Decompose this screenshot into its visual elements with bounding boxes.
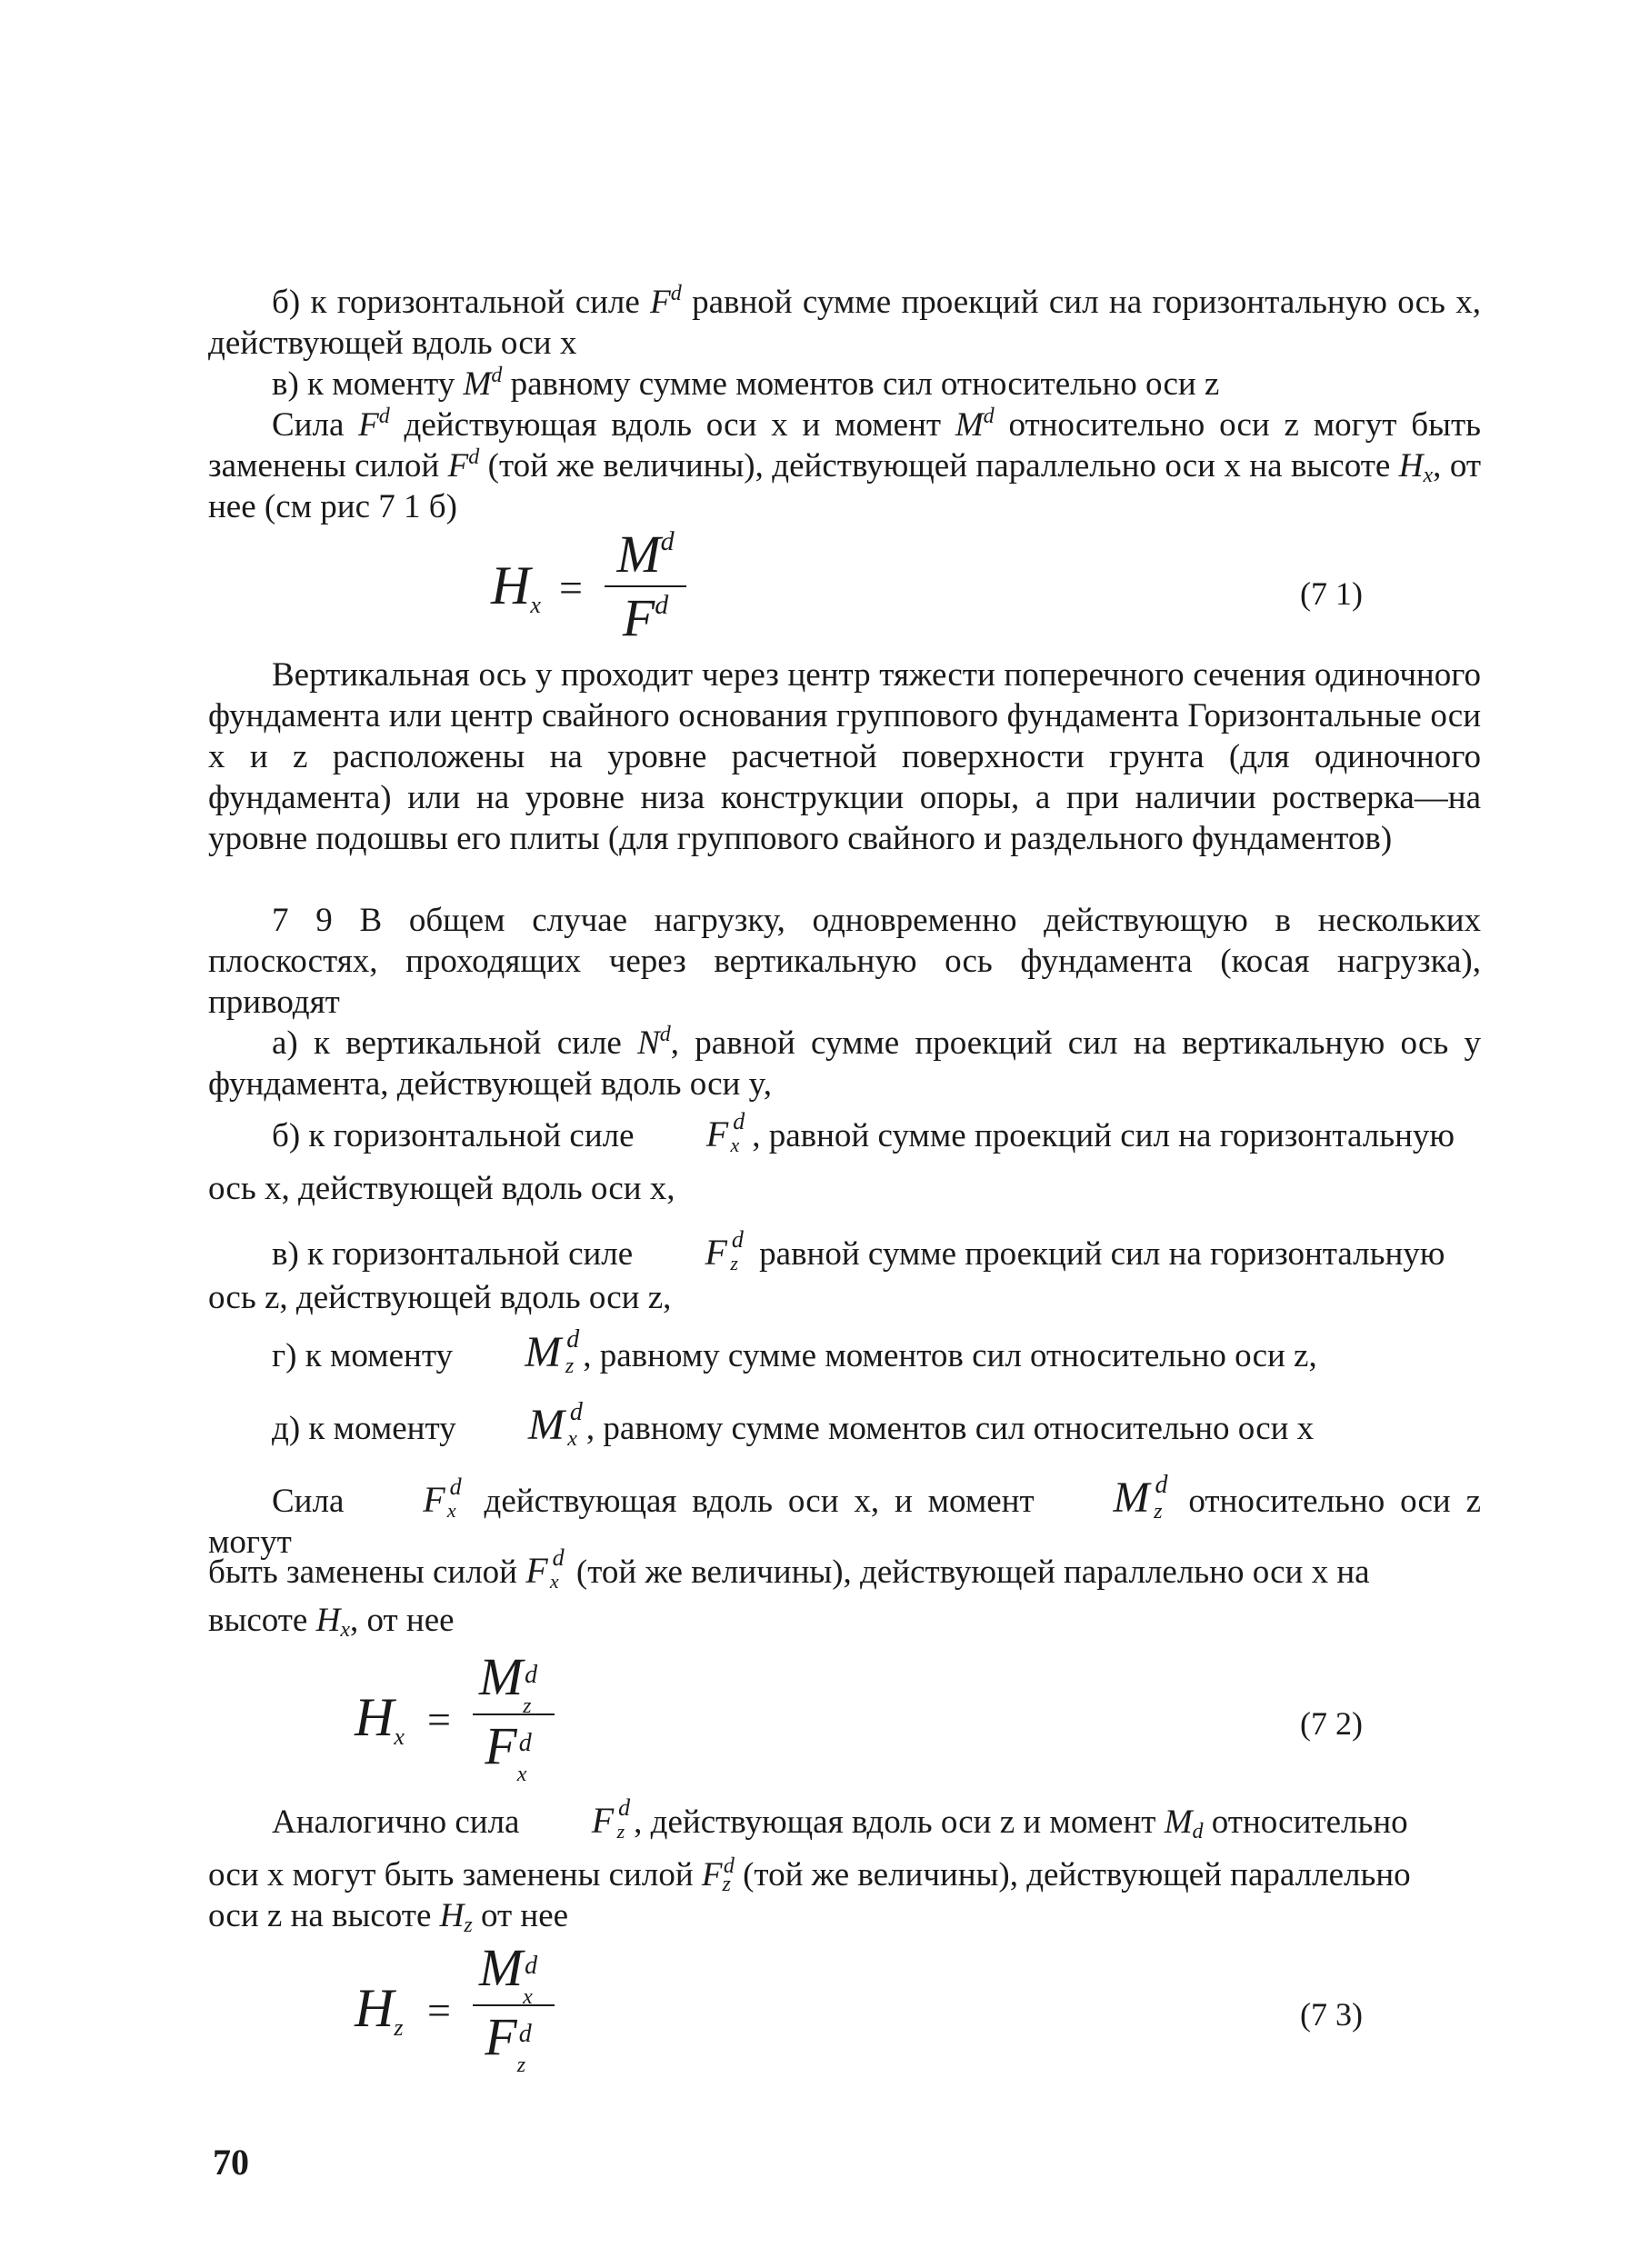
fraction	[473, 1938, 555, 2078]
fraction-denominator: $F^d$	[622, 588, 669, 647]
equation-7-1	[0, 527, 1650, 654]
symbol-Mz: M d z	[525, 1325, 580, 1378]
paragraph-force-replacement: Сила $F^d$ действующая вдоль оси x и момент $M^d$ относительно оси z могут быть заменены силой $F^d$ (той же величины), действующей параллельно оси x на высоте $H_x$, от нее (см рис 7 1 б)	[208, 405, 1481, 525]
equation-number: (7 2)	[1300, 1705, 1363, 1742]
fraction-numerator: M d z	[478, 1647, 538, 1718]
fraction-bar	[473, 2004, 555, 2006]
equation-7-3	[0, 1938, 1650, 2078]
fraction-denominator: F d x	[485, 1715, 532, 1787]
fraction-numerator: M d x	[478, 1938, 538, 2009]
paragraph-force-z-line2: оси x могут быть заменены силой $F_z^d$ (той же величины), действующей параллельно	[208, 1854, 1411, 1896]
paragraph-b-horizontal-force-x: б) к горизонтальной силе F d x , равной сумме проекций сил на горизонтальную	[272, 1108, 1455, 1156]
symbol-Fx: F d x	[705, 1108, 745, 1156]
equation-lhs: $H_x$	[355, 1687, 405, 1750]
fraction-bar	[473, 1713, 555, 1715]
paragraph-force-x-line2: быть заменены силой F d x (той же величины), действующей параллельно оси x на	[208, 1544, 1370, 1593]
equation-lhs: $H_x$	[491, 555, 541, 618]
equation-number: (7 1)	[1300, 575, 1363, 612]
fraction-denominator: F d z	[485, 2006, 532, 2078]
equals-sign: =	[427, 1987, 451, 2033]
equation-lhs: $H_z$	[355, 1978, 404, 2041]
symbol-Fz: F d z	[591, 1794, 631, 1843]
paragraph-b-horizontal-force: б) к горизонтальной силе $F^d$ равной сумме проекций сил на горизонтальную ось x, действующей вдоль оси x	[208, 282, 1482, 362]
equation-7-2	[0, 1647, 1650, 1787]
fraction	[473, 1647, 555, 1787]
symbol-Fx: F d x	[525, 1544, 565, 1593]
equals-sign: =	[427, 1696, 451, 1743]
page-number: 70	[213, 2142, 249, 2183]
symbol-Fx: F d x	[423, 1474, 462, 1522]
fraction-bar	[605, 585, 686, 587]
paragraph-force-x-line3: высоте $H_x$, от нее	[208, 1602, 455, 1642]
equation-number: (7 3)	[1300, 1996, 1363, 2033]
equals-sign: =	[559, 565, 583, 611]
paragraph-v-line2: ось z, действующей вдоль оси z,	[208, 1279, 672, 1316]
paragraph-7-9: 7 9 В общем случае нагрузку, одновременно действующую в нескольких плоскостях, проходящих через вертикальную ось фундамента (косая нагрузка), приводят	[208, 902, 1481, 1021]
symbol-Mx: M d x	[527, 1398, 583, 1451]
fraction-numerator: $M^d$	[616, 525, 675, 584]
paragraph-g-moment-z: г) к моменту M d z , равному сумме моментов сил относительно оси z,	[272, 1325, 1317, 1378]
paragraph-force-z-replacement: Аналогично сила F d z , действующая вдоль оси z и момент $M_d$ относительно	[272, 1794, 1408, 1843]
paragraph-v-horizontal-force-z: в) к горизонтальной силе F d z равной сумме проекций сил на горизонтальную	[272, 1226, 1445, 1274]
paragraph-d-moment-x: д) к моменту M d x , равному сумме моментов сил относительно оси x	[272, 1398, 1315, 1451]
symbol-Mz: M d z	[1113, 1471, 1168, 1524]
symbol-Fz: F d z	[705, 1226, 744, 1274]
paragraph-a-vertical-force: а) к вертикальной силе $N^d$, равной сумме проекций сил на вертикальную ось y фундамента, действующей вдоль оси y,	[208, 1023, 1481, 1103]
paragraph-force-x-replacement: Сила F d x действующая вдоль оси x, и момент M d z относительно оси z могут	[208, 1471, 1481, 1561]
paragraph-force-z-line3: оси z на высоте $H_z$ от нее	[208, 1897, 569, 1937]
paragraph-axes-description: Вертикальная ось y проходит через центр тяжести поперечного сечения одиночного фундамента или центр свайного основания группового фундамента Горизонтальные оси x и z расположены на уровне расчетной поверхности грунта (для одиночного фундамента) или на уровне низа конструкции опоры, а при наличии ростверка—на уровне подошвы его плиты (для группового свайного и раздельного фундаментов)	[208, 656, 1481, 857]
paragraph-b-line2: ось x, действующей вдоль оси x,	[208, 1170, 675, 1207]
fraction	[605, 527, 686, 645]
paragraph-v-moment: в) к моменту $M^d$ равному сумме моментов сил относительно оси z	[272, 364, 1220, 403]
